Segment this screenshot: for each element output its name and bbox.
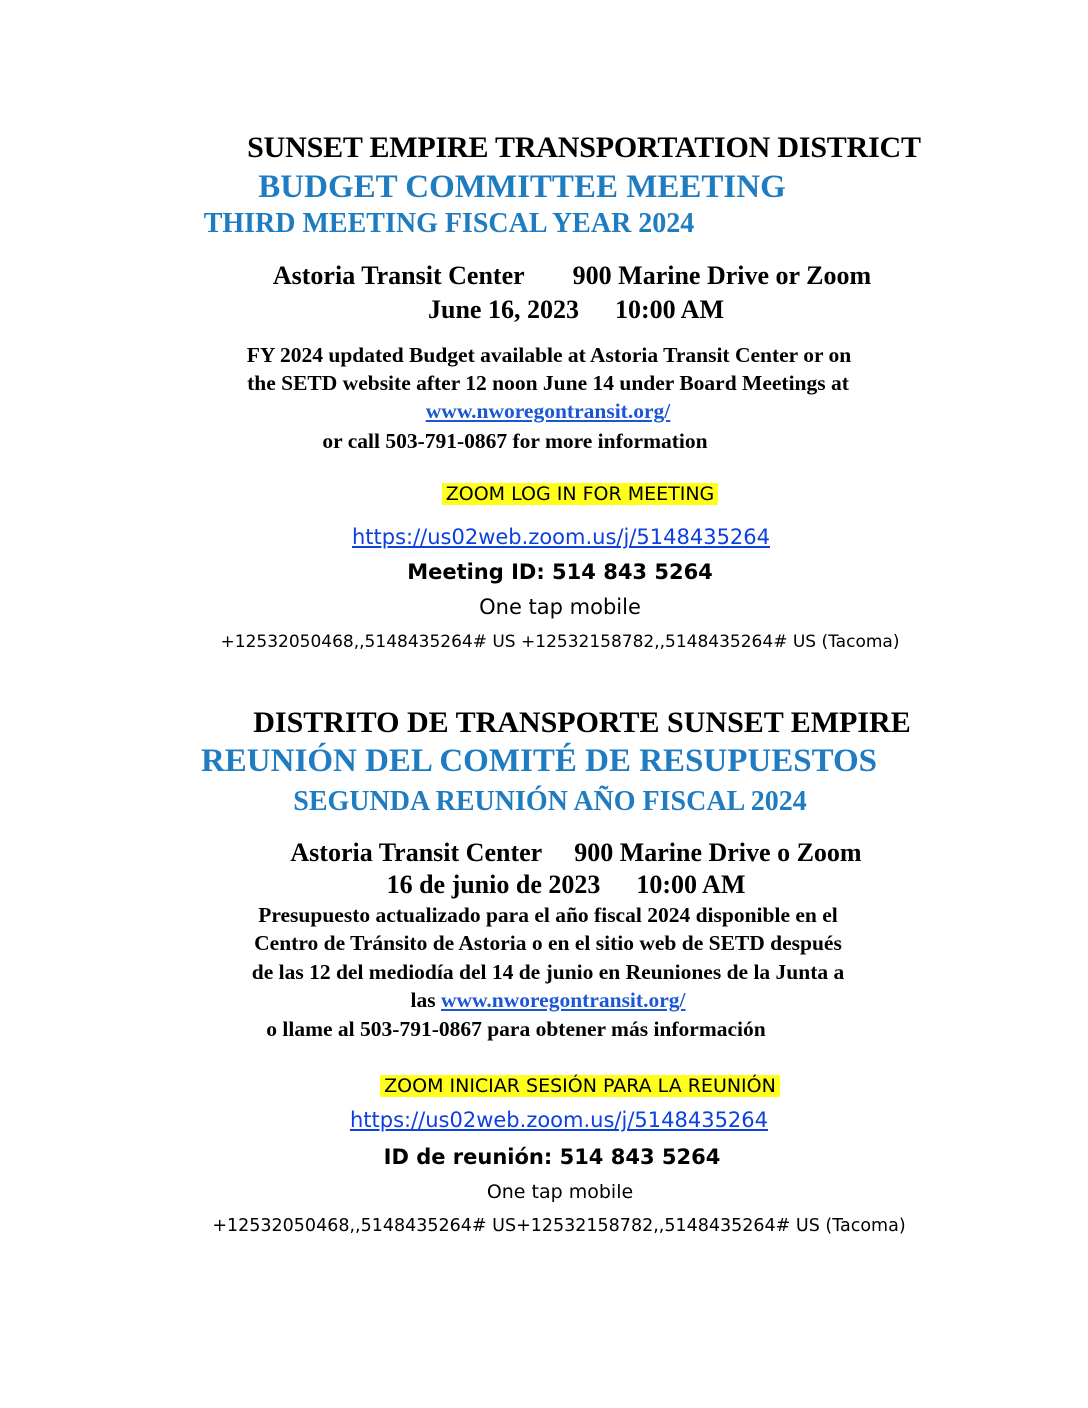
website-link-es[interactable]: www.nworegontransit.org/ xyxy=(441,988,686,1012)
meeting-title: BUDGET COMMITTEE MEETING xyxy=(258,169,786,205)
call-line-es: o llame al 503-791-0867 para obtener más información xyxy=(266,1017,766,1041)
budget-line-2: the SETD website after 12 noon June 14 under Board Meetings at xyxy=(247,371,849,395)
website-line xyxy=(4,401,1088,423)
time: 10:00 AM xyxy=(614,295,724,324)
address-es: 900 Marine Drive o Zoom xyxy=(574,838,862,867)
org-title-es: DISTRITO DE TRANSPORTE SUNSET EMPIRE xyxy=(253,706,911,739)
zoom-url-line-es xyxy=(15,1110,1088,1131)
budget-line-1-es: Presupuesto actualizado para el año fiscal 2024 disponible en el xyxy=(258,903,838,927)
date: June 16, 2023 xyxy=(427,295,579,324)
location-line-es xyxy=(32,840,1088,866)
phone-numbers: +12532050468,,5148435264# US +12532158782,,5148435264# US (Tacoma) xyxy=(220,632,900,652)
location-line xyxy=(28,263,1088,289)
zoom-link-es[interactable]: https://us02web.zoom.us/j/5148435264 xyxy=(349,1108,769,1132)
budget-line-3-es: de las 12 del mediodía del 14 de junio en Reuniones de la Junta a xyxy=(251,960,845,984)
zoom-heading-es: ZOOM INICIAR SESIÓN PARA LA REUNIÓN xyxy=(36,1077,1088,1096)
location: Astoria Transit Center xyxy=(272,261,525,290)
location-es: Astoria Transit Center xyxy=(290,838,543,867)
meeting-id: Meeting ID: 514 843 5264 xyxy=(407,560,713,584)
phone-numbers-es: +12532050468,,5148435264# US+12532158782,,5148435264# US (Tacoma) xyxy=(212,1216,906,1236)
zoom-link[interactable]: https://us02web.zoom.us/j/5148435264 xyxy=(351,525,771,549)
budget-line-1: FY 2024 updated Budget available at Astoria Transit Center or on xyxy=(246,343,852,367)
meeting-id-es: ID de reunión: 514 843 5264 xyxy=(383,1145,721,1169)
address: 900 Marine Drive or Zoom xyxy=(572,261,872,290)
zoom-heading: ZOOM LOG IN FOR MEETING xyxy=(36,485,1088,504)
zoom-url-line xyxy=(17,527,1088,548)
org-title: SUNSET EMPIRE TRANSPORTATION DISTRICT xyxy=(247,131,921,164)
date-line-es xyxy=(22,872,1088,898)
meeting-title-es: REUNIÓN DEL COMITÉ DE RESUPUESTOS xyxy=(200,743,878,779)
budget-line-2-es: Centro de Tránsito de Astoria o en el sitio web de SETD después xyxy=(254,931,842,955)
date-line xyxy=(32,297,1088,323)
one-tap: One tap mobile xyxy=(479,595,641,619)
time-es: 10:00 AM xyxy=(636,870,746,899)
meeting-subtitle-es: SEGUNDA REUNIÓN AÑO FISCAL 2024 xyxy=(293,786,807,817)
one-tap-es: One tap mobile xyxy=(486,1181,634,1203)
website-link[interactable]: www.nworegontransit.org/ xyxy=(425,399,671,423)
date-es: 16 de junio de 2023 xyxy=(386,870,601,899)
meeting-subtitle: THIRD MEETING FISCAL YEAR 2024 xyxy=(203,208,695,239)
website-line-es: las www.nworegontransit.org/ xyxy=(410,988,686,1012)
call-line: or call 503-791-0867 for more information xyxy=(322,429,708,453)
